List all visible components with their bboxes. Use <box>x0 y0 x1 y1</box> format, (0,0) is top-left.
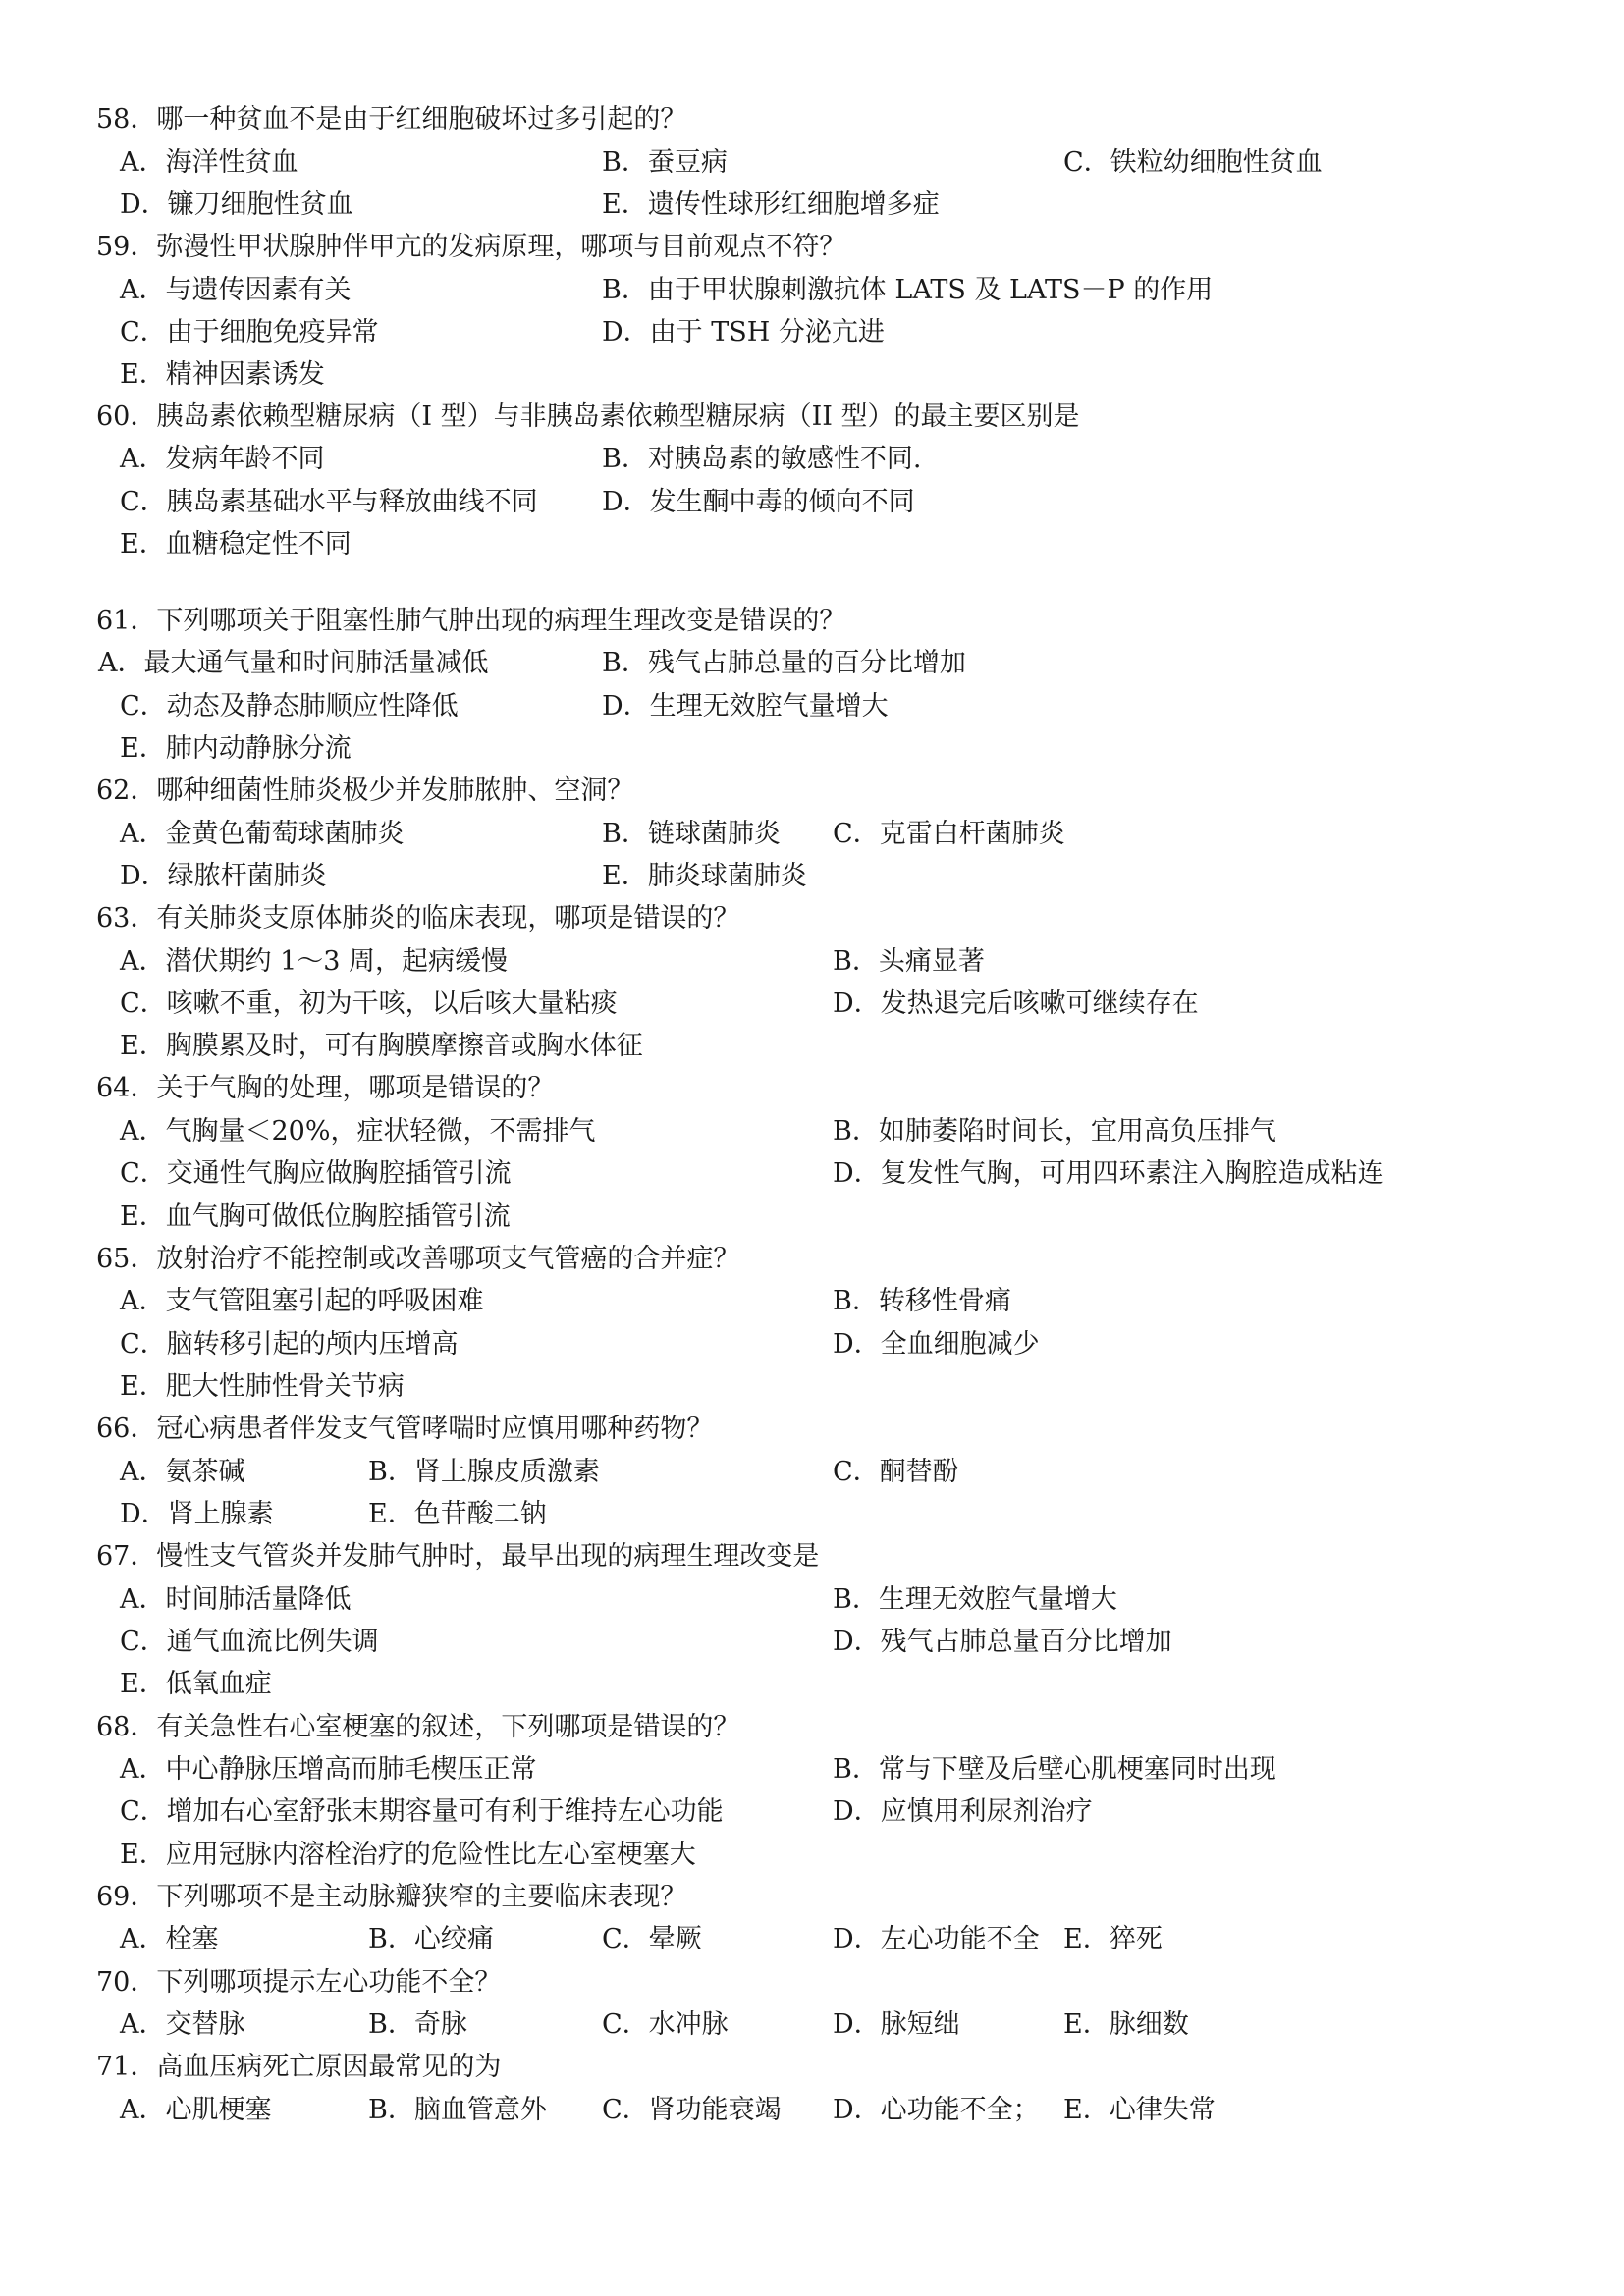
question-stem-70: 70．下列哪项提示左心功能不全？ <box>96 1967 502 1998</box>
option-64-a: A．气胸量＜20%，症状轻微，不需排气 <box>120 1116 596 1147</box>
question-stem-66: 66．冠心病患者伴发支气管哮喘时应慎用哪种药物？ <box>96 1414 714 1444</box>
question-stem-61: 61．下列哪项关于阻塞性肺气肿出现的病理生理改变是错误的？ <box>96 606 846 636</box>
option-65-d: D．全血细胞减少 <box>833 1329 1040 1360</box>
option-66-e: E．色苷酸二钠 <box>368 1499 547 1529</box>
option-70-a: A．交替脉 <box>120 2009 245 2040</box>
option-61-e: E．肺内动静脉分流 <box>120 733 352 764</box>
option-61-b: B．残气占肺总量的百分比增加 <box>602 648 966 678</box>
option-68-c: C．增加右心室舒张末期容量可有利于维持左心功能 <box>120 1796 724 1827</box>
question-stem-71: 71．高血压病死亡原因最常见的为 <box>96 2052 502 2082</box>
option-58-e: E．遗传性球形红细胞增多症 <box>602 189 940 220</box>
option-62-e: E．肺炎球菌肺炎 <box>602 861 807 891</box>
option-58-d: D．镰刀细胞性贫血 <box>120 189 353 220</box>
option-58-c: C．铁粒幼细胞性贫血 <box>1063 147 1323 178</box>
option-71-a: A．心肌梗塞 <box>120 2095 272 2125</box>
option-69-b: B．心绞痛 <box>368 1924 494 1954</box>
option-66-d: D．肾上腺素 <box>120 1499 274 1529</box>
option-62-a: A．金黄色葡萄球菌肺炎 <box>120 819 405 849</box>
option-63-d: D．发热退完后咳嗽可继续存在 <box>833 988 1199 1019</box>
option-58-a: A．海洋性贫血 <box>120 147 298 178</box>
option-66-b: B．肾上腺皮质激素 <box>368 1457 600 1487</box>
question-stem-64: 64．关于气胸的处理，哪项是错误的？ <box>96 1073 555 1103</box>
option-60-b: B．对胰岛素的敏感性不同. <box>602 444 922 474</box>
option-60-c: C．胰岛素基础水平与释放曲线不同 <box>120 487 538 517</box>
option-71-d: D．心功能不全； <box>833 2095 1040 2125</box>
question-stem-67: 67．慢性支气管炎并发肺气肿时，最早出现的病理生理改变是 <box>96 1541 820 1572</box>
question-stem-60: 60．胰岛素依赖型糖尿病（I 型）与非胰岛素依赖型糖尿病（II 型）的最主要区别是 <box>96 401 1080 432</box>
option-65-b: B．转移性骨痛 <box>833 1286 1011 1316</box>
option-69-d: D．左心功能不全 <box>833 1924 1040 1954</box>
option-63-c: C．咳嗽不重，初为干咳，以后咳大量粘痰 <box>120 988 618 1019</box>
option-62-d: D．绿脓杆菌肺炎 <box>120 861 327 891</box>
option-67-d: D．残气占肺总量百分比增加 <box>833 1627 1172 1657</box>
option-68-b: B．常与下壁及后壁心肌梗塞同时出现 <box>833 1754 1276 1785</box>
option-68-d: D．应慎用利尿剂治疗 <box>833 1796 1093 1827</box>
option-62-c: C．克雷白杆菌肺炎 <box>833 819 1065 849</box>
option-69-a: A．栓塞 <box>120 1924 219 1954</box>
question-stem-69: 69．下列哪项不是主动脉瓣狭窄的主要临床表现？ <box>96 1882 687 1912</box>
question-stem-63: 63．有关肺炎支原体肺炎的临床表现，哪项是错误的？ <box>96 903 740 934</box>
option-60-a: A．发病年龄不同 <box>120 444 325 474</box>
question-stem-58: 58．哪一种贫血不是由于红细胞破坏过多引起的？ <box>96 104 687 134</box>
option-59-a: A．与遗传因素有关 <box>120 275 352 305</box>
option-67-c: C．通气血流比例失调 <box>120 1627 379 1657</box>
option-69-e: E．猝死 <box>1063 1924 1163 1954</box>
option-70-e: E．脉细数 <box>1063 2009 1189 2040</box>
option-58-b: B．蚕豆病 <box>602 147 728 178</box>
option-71-e: E．心律失常 <box>1063 2095 1216 2125</box>
option-62-b: B．链球菌肺炎 <box>602 819 781 849</box>
option-60-e: E．血糖稳定性不同 <box>120 529 352 560</box>
option-66-a: A．氨茶碱 <box>120 1457 245 1487</box>
option-64-c: C．交通性气胸应做胸腔插管引流 <box>120 1158 512 1189</box>
question-stem-65: 65．放射治疗不能控制或改善哪项支气管癌的合并症？ <box>96 1244 740 1274</box>
option-64-d: D．复发性气胸，可用四环素注入胸腔造成粘连 <box>833 1158 1384 1189</box>
option-67-b: B．生理无效腔气量增大 <box>833 1584 1117 1615</box>
option-59-c: C．由于细胞免疫异常 <box>120 317 379 347</box>
option-71-c: C．肾功能衰竭 <box>602 2095 782 2125</box>
option-67-e: E．低氧血症 <box>120 1669 272 1699</box>
option-66-c: C．酮替酚 <box>833 1457 959 1487</box>
option-63-a: A．潜伏期约 1～3 周，起病缓慢 <box>120 946 509 977</box>
option-60-d: D．发生酮中毒的倾向不同 <box>602 487 915 517</box>
option-61-c: C．动态及静态肺顺应性降低 <box>120 691 459 721</box>
option-64-e: E．血气胸可做低位胸腔插管引流 <box>120 1201 511 1232</box>
option-59-d: D．由于 TSH 分泌亢进 <box>602 317 885 347</box>
option-68-a: A．中心静脉压增高而肺毛楔压正常 <box>120 1754 537 1785</box>
option-67-a: A．时间肺活量降低 <box>120 1584 352 1615</box>
option-59-b: B．由于甲状腺刺激抗体 LATS 及 LATS－P 的作用 <box>602 275 1214 305</box>
option-64-b: B．如肺萎陷时间长，宜用高负压排气 <box>833 1116 1276 1147</box>
question-stem-59: 59．弥漫性甲状腺肿伴甲亢的发病原理，哪项与目前观点不符？ <box>96 232 846 262</box>
option-71-b: B．脑血管意外 <box>368 2095 547 2125</box>
option-69-c: C．晕厥 <box>602 1924 702 1954</box>
option-70-d: D．脉短绌 <box>833 2009 960 2040</box>
option-70-c: C．水冲脉 <box>602 2009 729 2040</box>
option-61-d: D．生理无效腔气量增大 <box>602 691 889 721</box>
question-stem-62: 62．哪种细菌性肺炎极少并发肺脓肿、空洞？ <box>96 775 634 806</box>
option-65-e: E．肥大性肺性骨关节病 <box>120 1371 405 1402</box>
option-59-e: E．精神因素诱发 <box>120 359 325 390</box>
question-stem-68: 68．有关急性右心室梗塞的叙述，下列哪项是错误的？ <box>96 1712 740 1742</box>
option-61-a: A．最大通气量和时间肺活量减低 <box>98 648 489 678</box>
option-65-c: C．脑转移引起的颅内压增高 <box>120 1329 459 1360</box>
option-65-a: A．支气管阻塞引起的呼吸困难 <box>120 1286 484 1316</box>
option-70-b: B．奇脉 <box>368 2009 467 2040</box>
option-63-b: B．头痛显著 <box>833 946 985 977</box>
option-63-e: E．胸膜累及时，可有胸膜摩擦音或胸水体征 <box>120 1031 643 1061</box>
option-68-e: E．应用冠脉内溶栓治疗的危险性比左心室梗塞大 <box>120 1840 696 1870</box>
